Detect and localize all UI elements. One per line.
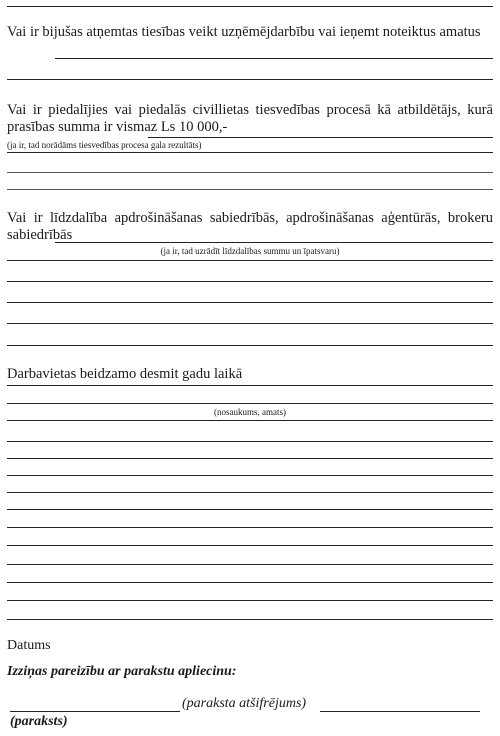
answer-line[interactable] (7, 509, 493, 510)
answer-line[interactable] (7, 420, 493, 421)
certify-statement: Izziņas pareizību ar parakstu apliecinu: (7, 664, 237, 679)
answer-line[interactable] (7, 345, 493, 346)
holdings-note: (ja ir, tad uzrādīt līdzdalības summu un īpatsvaru) (160, 246, 340, 256)
answer-line[interactable] (7, 281, 493, 282)
date-label: Datums (7, 638, 51, 653)
answer-line[interactable] (7, 619, 493, 620)
litigation-note: (ja ir, tad norādāms tiesvedības procesa gala rezultāts) (7, 140, 202, 150)
workplaces-note: (nosaukums, amats) (214, 407, 286, 417)
answer-line[interactable] (7, 527, 493, 528)
answer-line[interactable] (7, 582, 493, 583)
answer-line[interactable] (7, 458, 493, 459)
answer-line[interactable] (55, 58, 493, 59)
answer-line[interactable] (7, 172, 493, 173)
answer-line[interactable] (7, 189, 493, 190)
answer-line[interactable] (7, 545, 493, 546)
answer-line[interactable] (7, 302, 493, 303)
answer-line[interactable] (7, 79, 493, 80)
answer-line[interactable] (7, 600, 493, 601)
answer-line[interactable] (55, 242, 493, 243)
answer-line[interactable] (7, 441, 493, 442)
answer-line[interactable] (7, 152, 493, 153)
answer-line[interactable] (148, 137, 493, 138)
answer-line[interactable] (7, 323, 493, 324)
decode-label: (paraksta atšifrējums) (182, 696, 307, 711)
signature-label: (paraksts) (10, 714, 68, 729)
question-insurance-holdings: Vai ir līdzdalība apdrošināšanas sabiedrībās, apdrošināšanas aģentūrās, brokeru sabiedrībās (7, 210, 493, 243)
answer-line[interactable] (7, 260, 493, 261)
top-line (7, 6, 493, 7)
signature-line[interactable] (10, 711, 180, 712)
question-workplaces: Darbavietas beidzamo desmit gadu laikā (7, 366, 243, 382)
answer-line[interactable] (7, 492, 493, 493)
answer-line[interactable] (7, 403, 493, 404)
question-civil-litigation: Vai ir piedalījies vai piedalās civillietas tiesvedības procesā kā atbildētājs, kurā prasības summa ir vismaz Ls 10 000,- (7, 102, 493, 135)
question-disqualification: Vai ir bijušas atņemtas tiesības veikt uzņēmējdarbību vai ieņemt noteiktus amatus (7, 24, 481, 40)
answer-line[interactable] (7, 385, 493, 386)
answer-line[interactable] (7, 564, 493, 565)
decode-line[interactable] (320, 711, 480, 712)
answer-line[interactable] (7, 475, 493, 476)
